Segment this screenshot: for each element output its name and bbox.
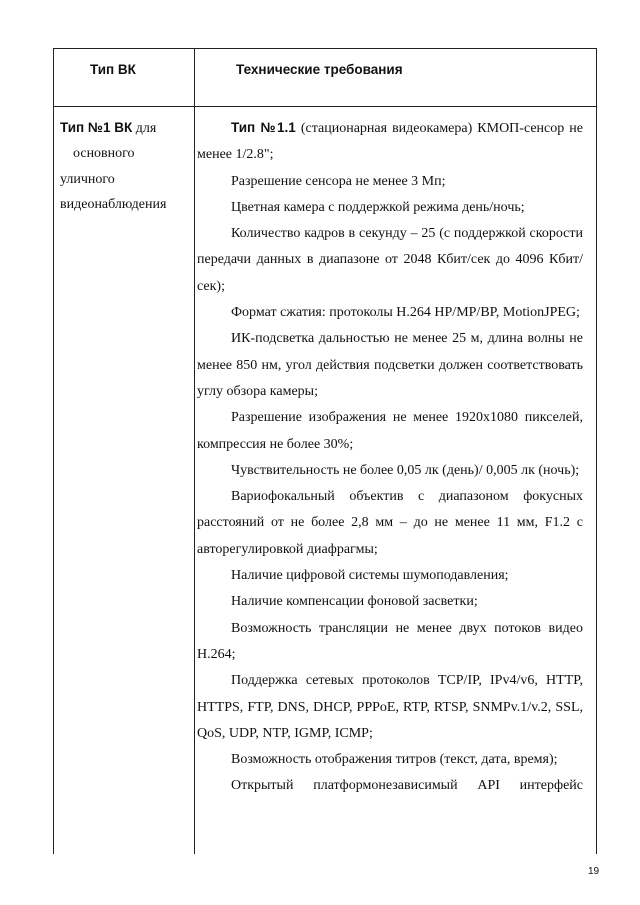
requirement-paragraph: Цветная камера с поддержкой режима день/ночь; bbox=[231, 199, 525, 215]
requirement-paragraph: Поддержка сетевых протоколов TCP/IP, IPv4/v6, HTTP, HTTPS, FTP, DNS, DHCP, PPPoE, RTP, RTSP, SNMPv.1/v.2, SSL, QoS, UDP, NTP, IGMP, ICMP; bbox=[197, 673, 583, 741]
header-divider bbox=[54, 106, 596, 107]
requirements-cell bbox=[197, 115, 583, 800]
requirement-paragraph: Вариофокальный объектив с диапазоном фокусных расстояний от не более 2,8 мм – до не менее 11 мм, F1.2 с авторегулировкой диафрагмы; bbox=[197, 489, 583, 557]
camera-type-bold: Тип №1 ВК bbox=[60, 120, 133, 135]
requirement-paragraph: Возможность трансляции не менее двух потоков видео H.264; bbox=[197, 620, 583, 662]
requirement-paragraph: Разрешение сенсора не менее 3 Мп; bbox=[231, 173, 446, 189]
requirement-paragraph: Количество кадров в секунду – 25 (с поддержкой скорости передачи данных в диапазоне от 2048 Кбит/сек до 4096 Кбит/сек); bbox=[197, 226, 583, 294]
requirement-paragraph-continued: Открытый платформонезависимый API интерфейс bbox=[231, 778, 583, 794]
header-technical-requirements: Технические требования bbox=[236, 62, 403, 77]
requirement-paragraph: ИК-подсветка дальностью не менее 25 м, длина волны не менее 850 нм, угол действия подсветки должен соответствовать углу обзора камеры; bbox=[197, 331, 583, 399]
requirement-paragraph: Наличие компенсации фоновой засветки; bbox=[231, 594, 478, 610]
camera-type-line-2: основного bbox=[73, 146, 135, 162]
requirement-paragraph: Чувствительность не более 0,05 лк (день)/ 0,005 лк (ночь); bbox=[231, 462, 580, 478]
requirement-type-1-1 bbox=[197, 115, 583, 169]
requirement-paragraph: Возможность отображения титров (текст, дата, время); bbox=[231, 752, 558, 768]
page-number: 19 bbox=[588, 866, 600, 877]
column-divider bbox=[194, 49, 195, 854]
camera-type-line-3: уличного bbox=[60, 171, 115, 187]
requirement-type-1-1-bold: Тип №1.1 bbox=[231, 120, 296, 135]
requirement-type-1-1-text: (стационарная видеокамера) КМОП-сенсор не менее 1/2.8"; bbox=[197, 121, 583, 163]
camera-type-line-1 bbox=[60, 115, 190, 141]
camera-type-cell bbox=[60, 115, 190, 217]
requirement-paragraph: Разрешение изображения не менее 1920x1080 пикселей, компрессия не более 30%; bbox=[197, 410, 583, 452]
requirement-paragraph: Формат сжатия: протоколы H.264 HP/MP/BP, MotionJPEG; bbox=[231, 305, 580, 321]
header-type-vk: Тип ВК bbox=[90, 62, 136, 77]
requirements-table bbox=[53, 48, 597, 854]
requirement-paragraph: Наличие цифровой системы шумоподавления; bbox=[231, 568, 509, 584]
camera-type-line-4: видеонаблюдения bbox=[60, 196, 167, 212]
camera-type-rest: для bbox=[132, 121, 157, 136]
